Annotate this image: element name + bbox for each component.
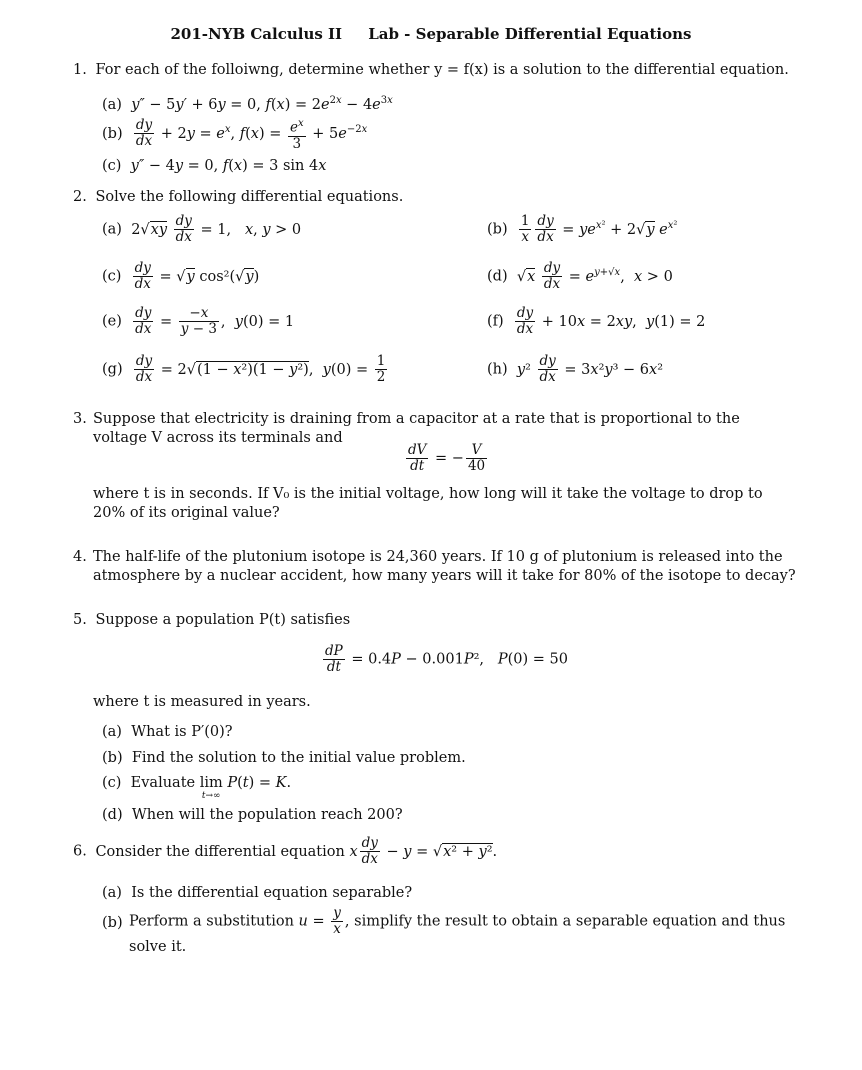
equation: $\frac{dy}{dx}$ = 2√(1 − x²)(1 − y²), y(0) = $\frac{1}{2}$ [135, 353, 386, 385]
question-number: 3. [73, 411, 87, 427]
limit-expression: lim t→∞ [199, 775, 223, 801]
part-text: Is the differential equation separable? [131, 885, 413, 901]
q3-equation: $\frac{dV}{dt}$ = − $\frac{V}{40}$ [408, 442, 486, 474]
q6-part-a [102, 884, 412, 902]
q1-part-a [102, 92, 393, 114]
part-text: Find the solution to the initial value problem. [131, 750, 466, 766]
question-number: 4. [73, 549, 87, 565]
equation: $\frac{dy}{dx}$ = √y cos²(√y) [134, 260, 260, 292]
q6-part-b: Perform a substitution u = $\frac{y}{x}$ , simplify the result to obtain a separable equation and thus solve it. [129, 905, 786, 955]
q5-part-a [102, 723, 233, 741]
q2-part-d [487, 261, 673, 292]
q2-part-b [487, 214, 677, 245]
q1-part-c [102, 157, 326, 175]
q5-part-d [102, 806, 403, 824]
part-label: (d) [102, 807, 123, 823]
part-label: (a) [102, 96, 122, 113]
question-1 [73, 61, 789, 79]
q5-part-b [102, 749, 466, 767]
question-text: Consider the differential equation [95, 843, 345, 860]
equation: 2√xy $\frac{dy}{dx}$ = 1, x, y > 0 [131, 213, 302, 245]
equation: √x $\frac{dy}{dx}$ = $e^{y+√x}$, x > 0 [516, 260, 673, 292]
question-number: 5. [73, 612, 87, 628]
equation: x $\frac{dy}{dx}$ − y = √x² + y². [349, 835, 498, 867]
part-label: (c) [102, 775, 122, 791]
question-text: Suppose a population P(t) satisfies [95, 612, 351, 628]
q5-part-c: (c) Evaluate lim t→∞ P(t) = K. [102, 775, 292, 801]
part-label: (e) [102, 313, 122, 330]
equation: y″ − 4y = 0, f(x) = 3 sin 4x [130, 158, 327, 174]
part-label: (a) [102, 221, 122, 238]
question-2 [73, 188, 403, 206]
question-3-text: Suppose that electricity is draining from a capacitor at a rate that is proportional to the voltage V across its terminals and [93, 411, 740, 446]
part-label: (a) [102, 885, 122, 901]
part-label: (d) [487, 268, 508, 285]
part-label: (b) [102, 125, 123, 142]
part-label: (f) [487, 313, 504, 330]
part-text: Perform a substitution [129, 913, 294, 930]
equation: y″ − 5y′ + 6y = 0, $f(x) = 2e^{2x} - 4e^{3x}$ [131, 95, 393, 113]
q5-measured-text: where t is measured in years. [93, 694, 311, 710]
q2-part-f [487, 306, 705, 337]
part-label: (b) [487, 221, 508, 238]
part-label: (c) [102, 268, 122, 285]
equation: $\frac{dy}{dx}$ + 10x = 2xy, y(1) = 2 [516, 305, 706, 337]
part-text: When will the population reach 200? [131, 807, 403, 823]
part-label: (c) [102, 158, 122, 174]
question-6 [73, 836, 497, 867]
part-label: (a) [102, 724, 122, 740]
q2-part-h [487, 354, 663, 385]
course-code: 201-NYB Calculus II [170, 25, 343, 43]
q5-equation: $\frac{dP}{dt}$ = 0.4P − 0.001P², P(0) = 50 [325, 643, 568, 675]
part-text: What is P′(0)? [131, 724, 233, 740]
q2-part-a [102, 214, 301, 245]
lab-title: Lab - Separable Differential Equations [368, 25, 692, 43]
equation: $\frac{dy}{dx}$ = $\frac{-x}{y - 3}$ , y(0) = 1 [135, 305, 295, 337]
question-5 [73, 611, 350, 629]
equation: $\frac{dy}{dx}$ + $2y = e^x$, f(x) = $\frac{e^x}{3}$ + $5e^{-2x}$ [135, 117, 368, 152]
part-text: Evaluate [130, 775, 196, 791]
question-number: 6. [73, 843, 87, 860]
page-title [0, 25, 862, 43]
question-4-text: The half-life of the plutonium isotope is 24,360 years. If 10 g of plutonium is released into the atmosphere by a nuclear accident, how many years will it take for 80% of the isotope to decay? [93, 549, 796, 584]
part-label: (b) [102, 915, 123, 931]
part-label: (g) [102, 361, 123, 378]
q1-part-b [102, 116, 367, 152]
question-number: 2. [73, 189, 87, 205]
part-text-suffix: , simplify the result to obtain a separable equation and thus solve it. [129, 913, 786, 955]
q2-part-e [102, 306, 294, 337]
equation: $\frac{1}{x}$ $\frac{dy}{dx}$ = $ye^{x^2} + 2√y$ $e^{x^2}$ [520, 213, 678, 245]
question-text: Solve the following differential equations. [95, 189, 404, 205]
question-number: 1. [73, 62, 87, 78]
equation: y² $\frac{dy}{dx}$ = 3x²y³ − 6x² [516, 353, 664, 385]
question-3-text-2: where t is in seconds. If V₀ is the initial voltage, how long will it take the voltage to drop to 20% of its original value? [93, 486, 763, 521]
q2-part-g [102, 354, 389, 385]
part-label: (b) [102, 750, 123, 766]
question-text: For each of the folloiwng, determine whether y = f(x) is a solution to the differential equation. [95, 62, 789, 78]
q2-part-c [102, 261, 259, 292]
part-label: (h) [487, 361, 508, 378]
